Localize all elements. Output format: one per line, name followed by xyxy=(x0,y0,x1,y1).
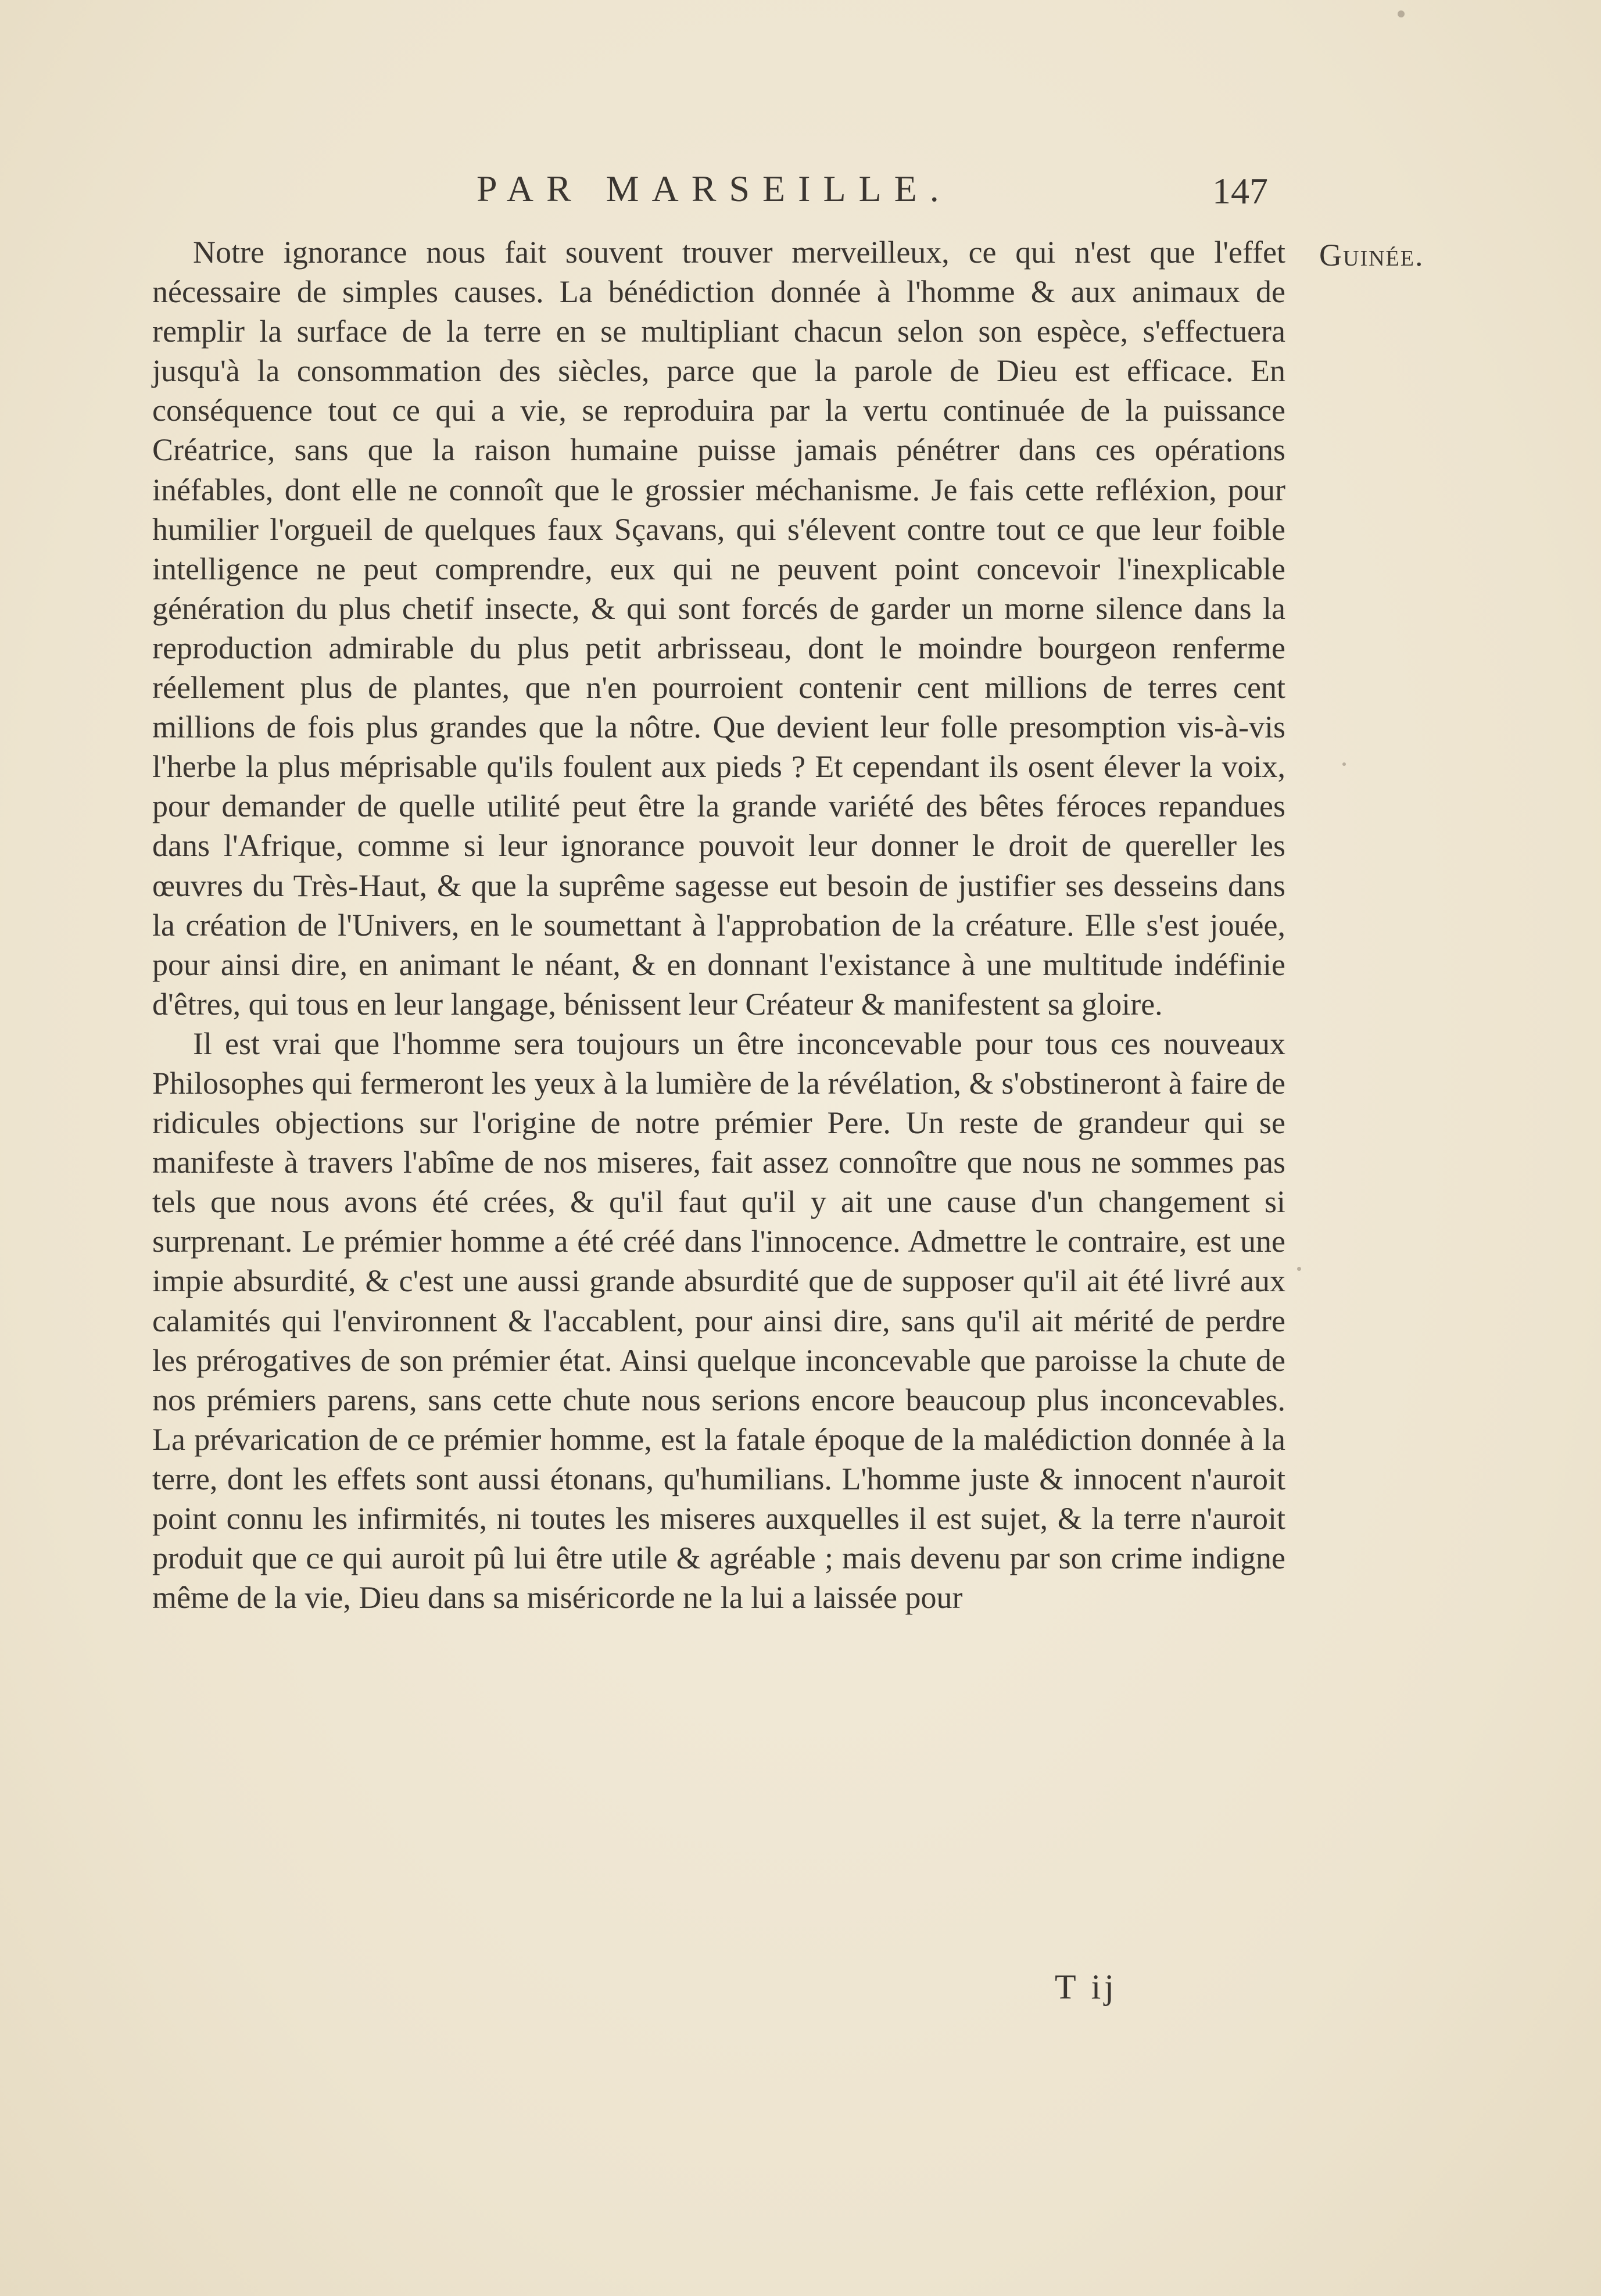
body-text xyxy=(152,232,1285,1617)
page-number: 147 xyxy=(1212,170,1268,212)
paper-speck xyxy=(1398,10,1405,17)
running-title: PAR MARSEILLE. xyxy=(477,168,952,209)
paper-speck xyxy=(1297,1267,1301,1271)
paragraph: Il est vrai que l'homme sera toujours un être inconcevable pour tous ces nouveaux Philosophes qui fermeront les yeux à la lumière de la révélation, & s'obstineront à faire de ridicules objections sur l'origine de notre prémier Pere. Un reste de grandeur qui se manifeste à travers l'abîme de nos miseres, fait assez connoître que nous ne sommes pas tels que nous avons été crées, & qu'il faut qu'il y ait une cause d'un changement si surprenant. Le prémier homme a été créé dans l'innocence. Admettre le contraire, est une impie absurdité, & c'est une aussi grande absurdité que de supposer qu'il ait été livré aux calamités qui l'environnent & l'accablent, pour ainsi dire, sans qu'il ait mérité de perdre les prérogatives de son prémier état. Ainsi quelque inconcevable que paroisse la chute de nos prémiers parens, sans cette chute nous serions encore beaucoup plus inconcevables. La prévarication de ce prémier homme, est la fatale époque de la malédiction donnée à la terre, dont les effets sont aussi étonans, qu'humilians. L'homme juste & innocent n'auroit point connu les infirmités, ni toutes les miseres auxquelles il est sujet, & la terre n'auroit produit que ce qui auroit pû lui être utile & agréable ; mais devenu par son crime indigne même de la vie, Dieu dans sa miséricorde ne la lui a laissée pour xyxy=(152,1026,1285,1616)
paper-speck xyxy=(1342,762,1346,766)
margin-note: Guinée. xyxy=(1319,238,1424,273)
paragraph: Notre ignorance nous fait souvent trouver merveilleux, ce qui n'est que l'effet nécessaire de simples causes. La bénédiction donnée à l'homme & aux animaux de remplir la surface de la terre en se multipliant chacun selon son espèce, s'effectuera jusqu'à la consommation des siècles, parce que la parole de Dieu est efficace. En conséquence tout ce qui a vie, se reproduira par la vertu continuée de la puissance Créatrice, sans que la raison humaine puisse jamais pénétrer dans ces opérations inéfables, dont elle ne connoît que le grossier méchanisme. Je fais cette refléxion, pour humilier l'orgueil de quelques faux Sçavans, qui s'élevent contre tout ce que leur foible intelligence ne peut comprendre, eux qui ne peuvent point concevoir l'inexplicable génération du plus chetif insecte, & qui sont forcés de garder un morne silence dans la reproduction admirable du plus petit arbrisseau, dont le moindre bourgeon renferme réellement plus de plantes, que n'en pourroient contenir cent millions de terres cent millions de fois plus grandes que la nôtre. Que devient leur folle presomption vis-à-vis l'herbe la plus méprisable qu'ils foulent aux pieds ? Et cependant ils osent élever la voix, pour demander de quelle utilité peut être la grande variété des bêtes féroces repandues dans l'Afrique, comme si leur ignorance pouvoit leur donner le droit de quereller les œuvres du Très-Haut, & que la suprême sagesse eut besoin de justifier ses desseins dans la création de l'Univers, en le soumettant à l'approbation de la créature. Elle s'est jouée, pour ainsi dire, en animant le néant, & en donnant l'existance à une multitude indéfinie d'êtres, qui tous en leur langage, bénissent leur Créateur & manifestent sa gloire. xyxy=(152,235,1285,1022)
signature-mark: T ij xyxy=(1055,1968,1118,2006)
